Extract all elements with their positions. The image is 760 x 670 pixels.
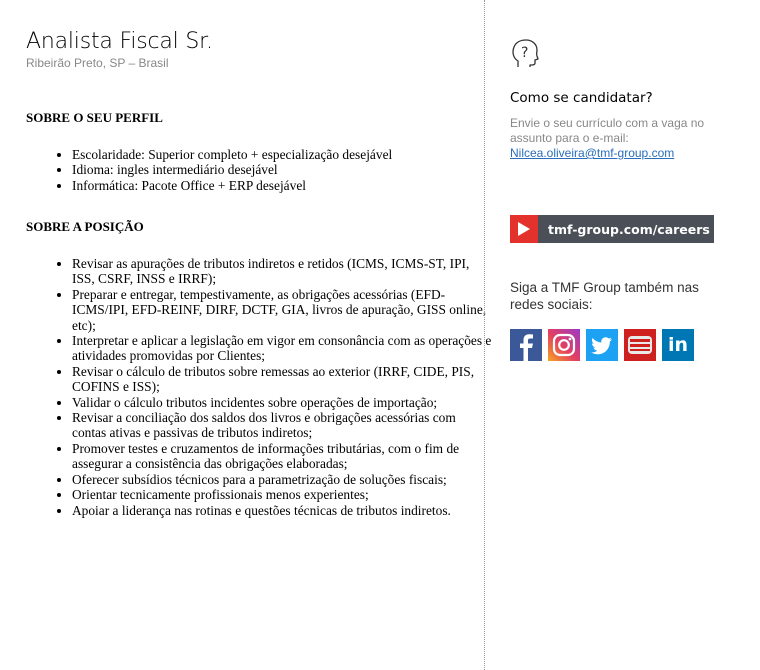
twitter-icon[interactable] [586,329,618,361]
play-icon [510,215,538,243]
list-item: • Idioma: ingles intermediário desejável [72,162,492,177]
list-item: • Revisar o cálculo de tributos sobre remessas ao exterior (IRRF, CIDE, PIS, COFINS e ISS); [72,364,492,395]
list-item: • Promover testes e cruzamentos de informações tributárias, com o fim de assegurar a consistência das obrigações elaboradas; [72,441,492,472]
linkedin-text: in [667,334,689,356]
position-heading: SOBRE A POSIÇÃO [26,219,144,234]
profile-heading: SOBRE O SEU PERFIL [26,110,163,125]
instagram-icon[interactable] [548,329,580,361]
list-item: • Revisar as apurações de tributos indiretos e retidos (ICMS, ICMS-ST, IPI, ISS, CSRF, INSS e IRRF); [72,256,492,287]
careers-label: tmf-group.com/careers [548,221,710,237]
linkedin-icon[interactable] [662,329,694,361]
list-item: • Validar o cálculo tributos incidentes sobre operações de importação; [72,395,492,410]
careers-link[interactable] [510,215,714,243]
position-list [26,256,492,518]
job-title: Analista Fiscal Sr. [26,29,213,54]
list-item: • Revisar a conciliação dos saldos dos livros e obrigações acessórias com contas ativas e passivas de tributos indiretos; [72,410,492,441]
facebook-icon[interactable] [510,329,542,361]
profile-list [26,147,492,193]
email-link[interactable]: Nilcea.oliveira@tmf-group.com [510,146,675,160]
apply-instructions [510,116,730,161]
youtube-icon[interactable] [624,329,656,361]
list-item: • Apoiar a liderança nas rotinas e questões técnicas de tributos indiretos. [72,503,492,518]
list-item: • Preparar e entregar, tempestivamente, as obrigações acessórias (EFD-ICMS/IPI, EFD-REINF, DIRF, DCTF, GIA, livros de apuração, GISS online, etc); [72,287,492,333]
question-head-icon [510,38,540,70]
list-item: • Interpretar e aplicar a legislação em vigor em consonância com as operações e atividades promovidas por Clientes; [72,333,492,364]
list-item: • Orientar tecnicamente profissionais menos experientes; [72,487,492,502]
list-item: • Informática: Pacote Office + ERP desejável [72,178,492,193]
column-divider [484,0,485,670]
apply-text: Envie o seu currículo com a vaga no assunto para o e-mail: [510,116,705,145]
svg-text:?: ? [521,45,529,61]
job-location: Ribeirão Preto, SP – Brasil [26,56,169,70]
list-item: • Escolaridade: Superior completo + especialização desejável [72,147,492,162]
apply-title: Como se candidatar? [510,90,653,106]
job-header [26,28,466,70]
social-icons [510,329,694,361]
list-item: • Oferecer subsídios técnicos para a parametrização de soluções fiscais; [72,472,492,487]
social-text: Siga a TMF Group também nas redes sociais: [510,280,699,312]
